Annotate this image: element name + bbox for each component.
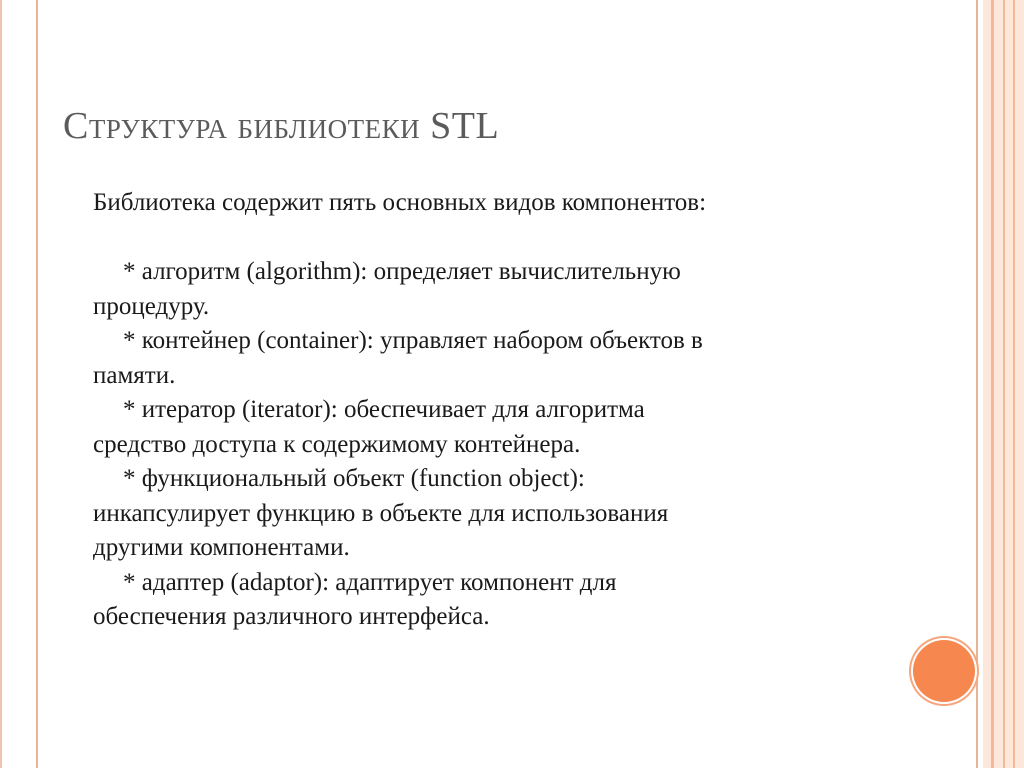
item-function-object-line2: инкапсулирует функцию в объекте для использования [93, 499, 669, 527]
item-adaptor-line1: * адаптер (adaptor): адаптирует компонент для [123, 568, 617, 596]
slide-title: Структура библиотеки STL [63, 105, 500, 147]
right-stripe [991, 0, 994, 768]
item-adaptor-line2: обеспечения различного интерфейса. [93, 603, 490, 630]
right-stripe [1003, 0, 1005, 768]
item-container-line2: памяти. [93, 361, 176, 389]
blank-line [93, 221, 893, 256]
item-iterator-line1: * итератор (iterator): обеспечивает для алгоритма [123, 396, 645, 423]
item-algorithm-line1: * алгоритм (algorithm): определяет вычислительную [123, 258, 681, 285]
item-function-object-line1: * функциональный объект (function object): [123, 465, 585, 492]
right-stripe [1013, 0, 1015, 768]
item-function-object-line3: другими компонентами. [93, 534, 350, 561]
item-iterator-line2: средство доступа к содержимому контейнера. [93, 430, 581, 458]
left-border-line [0, 0, 2, 768]
intro-text: Библиотека содержит пять основных видов компонентов: [93, 189, 707, 216]
slide-body [93, 186, 893, 635]
item-container-line1: * контейнер (container): управляет набором объектов в [123, 327, 703, 354]
item-algorithm-line2: процедуру. [93, 292, 210, 320]
decorative-circle [913, 640, 975, 702]
